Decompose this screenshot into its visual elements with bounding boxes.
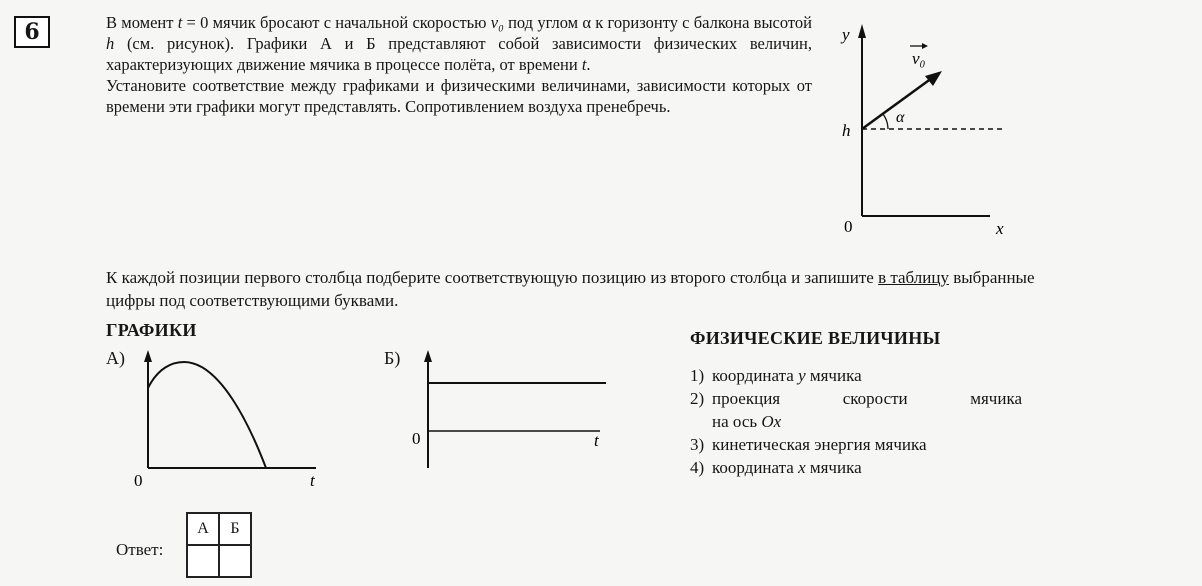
answer-cell-a[interactable]	[187, 545, 219, 577]
graph-b-label: Б)	[384, 348, 401, 368]
origin-label: 0	[844, 217, 853, 236]
text-run: выбранные цифры под соответствующими буквами.	[106, 268, 1035, 310]
text-run: В момент	[106, 13, 178, 32]
graph-a	[128, 344, 334, 494]
graph-b-origin: 0	[412, 429, 421, 448]
task-number: 6	[14, 16, 50, 48]
answer-cell-b[interactable]	[219, 545, 251, 577]
graph-a-t-label: t	[310, 471, 315, 490]
text-run: мячика	[805, 458, 862, 477]
answer-header-a: А	[187, 513, 219, 545]
item-line-2	[712, 412, 781, 431]
y-label: y	[842, 25, 850, 44]
item-text	[712, 387, 1022, 433]
answer-header-b: Б	[219, 513, 251, 545]
x-label: x	[996, 219, 1004, 238]
var-t: t	[581, 55, 587, 74]
task-paragraph-1	[106, 12, 812, 75]
item-line-1	[712, 387, 1022, 410]
item-number: 4)	[690, 458, 705, 477]
graph-b-t-label: t	[594, 431, 599, 450]
text-run: координата	[712, 458, 799, 477]
text-run: координата	[712, 366, 799, 385]
word: проекция	[712, 389, 781, 408]
text-run: .	[586, 55, 591, 74]
var-v0: v₀	[490, 13, 504, 32]
var-t: t	[177, 13, 183, 32]
answer-table	[186, 512, 252, 578]
h-label: h	[842, 121, 851, 140]
text-run: под углом α к горизонту с балкона высотой	[503, 13, 812, 32]
text-run: (см. рисунок). Графики А и Б представляют собой зависимости физических величин, характеризующих движение мячика в процессе полёта, от времени	[106, 34, 812, 74]
quantity-item-2	[690, 387, 1022, 433]
quantity-item-4	[690, 456, 1022, 479]
alpha-label: α	[896, 109, 905, 126]
item-number: 2)	[690, 389, 705, 408]
graph-a-origin: 0	[134, 471, 143, 490]
word: скорости	[842, 389, 908, 408]
var-x: x	[798, 458, 806, 477]
throw-diagram	[830, 16, 1030, 240]
quantity-item-3	[690, 433, 1022, 456]
task-paragraph-2: Установите соответствие между графиками и физическими величинами, зависимости которых от времени эти графики могут представлять. Сопротивлением воздуха пренебречь.	[106, 76, 812, 116]
var-y: y	[798, 366, 806, 385]
instruction	[106, 266, 1036, 312]
graph-a-curve	[148, 362, 266, 468]
item-number: 1)	[690, 366, 705, 385]
item-text	[712, 456, 1022, 479]
quantities-heading: ФИЗИЧЕСКИЕ ВЕЛИЧИНЫ	[690, 328, 941, 348]
y-axis-arrow	[858, 24, 866, 38]
graph-a-y-arrow	[144, 350, 152, 362]
task-text	[106, 12, 812, 117]
var-ox: Ox	[761, 412, 782, 431]
instruction-underlined: в таблицу	[878, 268, 949, 287]
angle-arc	[883, 114, 888, 129]
velocity-arrow-head	[925, 71, 942, 86]
answer-label: Ответ:	[116, 540, 164, 559]
item-text: кинетическая энергия мячика	[712, 435, 927, 454]
v0-label: v₀	[912, 49, 926, 68]
quantity-item-1	[690, 364, 1022, 387]
var-h: h	[106, 34, 115, 53]
text-run: = 0 мячик бросают с начальной скоростью	[182, 13, 491, 32]
item-text	[712, 364, 1022, 387]
graph-a-label: А)	[106, 348, 125, 368]
word: мячика	[970, 389, 1022, 408]
text-run: на ось	[712, 412, 762, 431]
graph-b	[404, 344, 614, 474]
quantities-list	[690, 364, 1022, 479]
item-number: 3)	[690, 435, 705, 454]
graphs-heading: ГРАФИКИ	[106, 320, 197, 340]
text-run: мячика	[805, 366, 862, 385]
graph-b-y-arrow	[424, 350, 432, 362]
text-run: К каждой позиции первого столбца подберите соответствующую позицию из второго столбца и запишите	[106, 268, 879, 287]
